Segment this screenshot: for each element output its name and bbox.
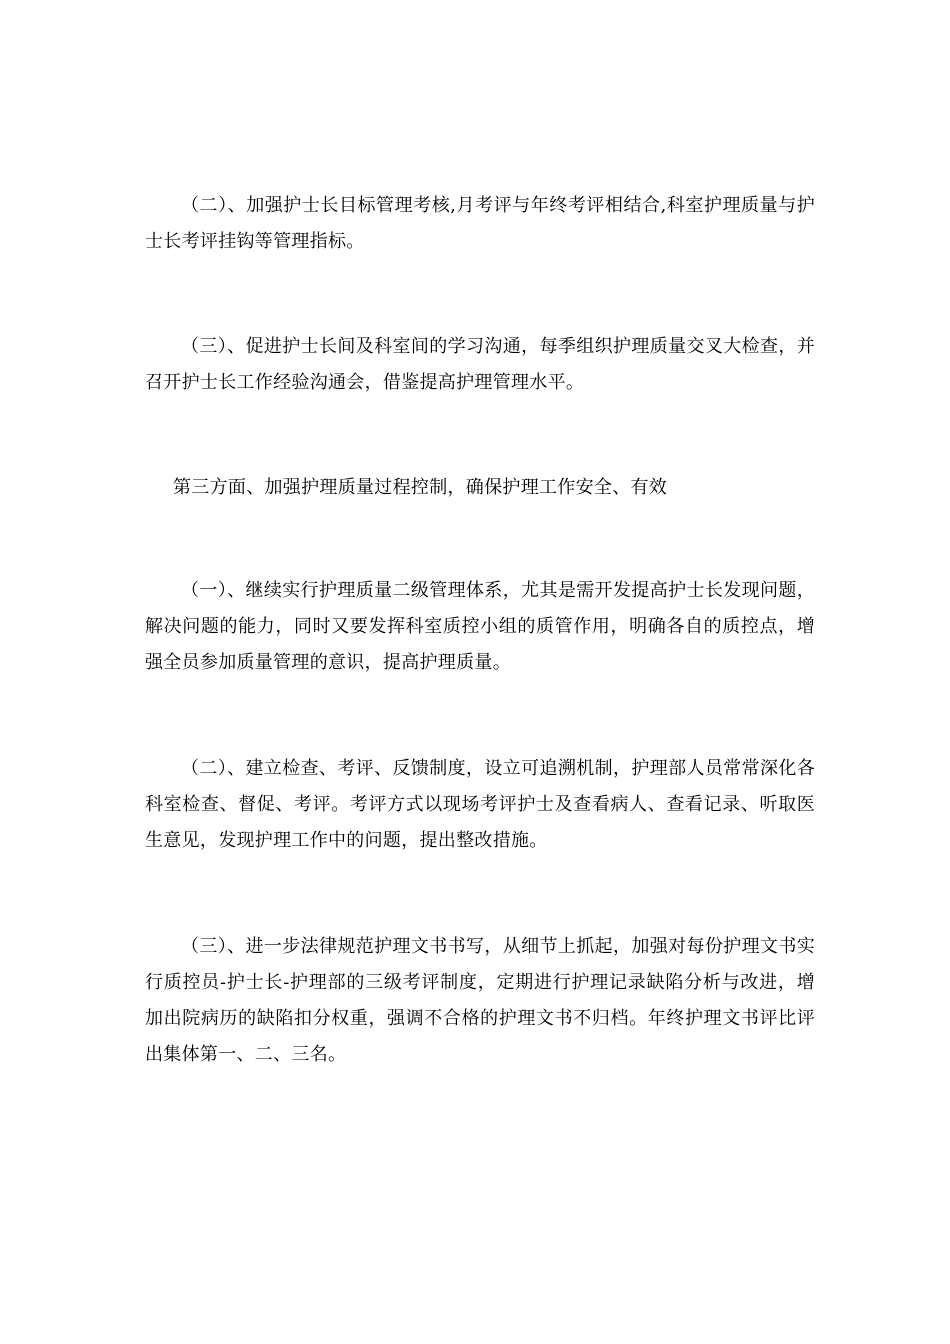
paragraph-head-nurse-communication: （三）、促进护士长间及科室间的学习沟通，每季组织护理质量交叉大检查，并召开护士长工作经验沟通会，借鉴提高护理管理水平。 [145, 336, 815, 393]
paragraph-inspection-feedback: （二）、建立检查、考评、反馈制度，设立可追溯机制，护理部人员常常深化各科室检查、督促、考评。考评方式以现场考评护士及查看病人、查看记录、听取医生意见，发现护理工作中的问题，提出整改措施。 [145, 758, 815, 851]
paragraph-two-level-management: （一）、继续实行护理质量二级管理体系，尤其是需开发提高护士长发现问题，解决问题的能力，同时又要发挥科室质控小组的质管作用，明确各自的质控点，增强全员参加质量管理的意识，提高护理质量。 [145, 580, 815, 673]
paragraph-head-nurse-assessment: （二）、加强护士长目标管理考核,月考评与年终考评相结合,科室护理质量与护士长考评挂钩等管理指标。 [145, 195, 815, 252]
section-heading-quality-control: 第三方面、加强护理质量过程控制，确保护理工作安全、有效 [173, 477, 668, 498]
paragraph-nursing-documents: （三）、进一步法律规范护理文书书写，从细节上抓起，加强对每份护理文书实行质控员-护士长-护理部的三级考评制度，定期进行护理记录缺陷分析与改进，增加出院病历的缺陷扣分权重，强调不合格的护理文书不归档。年终护理文书评比评出集体第一、二、三名。 [145, 936, 815, 1065]
